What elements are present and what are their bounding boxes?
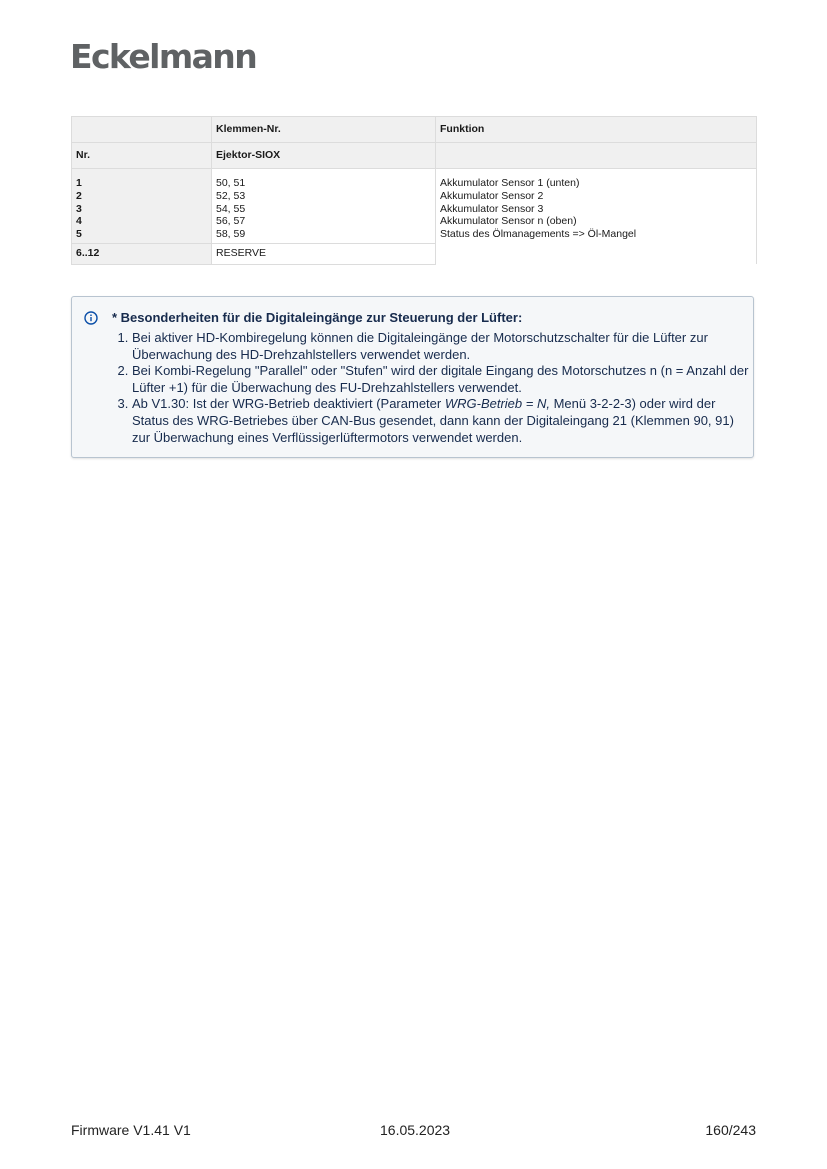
- footer-date: 16.05.2023: [380, 1122, 451, 1138]
- klemmen-value: 54, 55: [216, 202, 246, 215]
- parameter-name: WRG-Betrieb = N,: [444, 396, 550, 412]
- nr-value: 3: [76, 202, 82, 215]
- note-item: 1. Bei aktiver HD-Kombiregelung können die Digitaleingänge der Motorschutzschalter für die Lüfter zur Überwachung des HD-Drehzahlstellers verwendet werden.: [132, 330, 754, 363]
- info-note-panel: [71, 296, 754, 458]
- nr-value: 4: [76, 215, 82, 228]
- funktion-value: Akkumulator Sensor 3: [440, 202, 544, 215]
- header-cell: Nr.: [72, 143, 212, 169]
- funktion-cell: [436, 169, 757, 265]
- klemmen-value: 50, 51: [216, 177, 246, 189]
- footer-page-number: 160/243: [705, 1122, 756, 1138]
- klemmen-value: 52, 53: [216, 189, 246, 202]
- klemmen-cell: [212, 169, 436, 244]
- nr-value: 2: [76, 189, 82, 202]
- table-header-row: [72, 117, 757, 143]
- nr-cell: 6..12: [72, 243, 212, 264]
- header-cell: [436, 143, 757, 169]
- header-cell: [72, 117, 212, 143]
- klemmen-value: 56, 57: [216, 215, 246, 228]
- nr-value: 5: [76, 228, 82, 241]
- info-icon: [84, 311, 98, 325]
- table-subheader-row: [72, 143, 757, 169]
- note-item: 2. Bei Kombi-Regelung "Parallel" oder "Stufen" wird der digitale Eingang des Motorschutzes n (n = Anzahl der Lüfter +1) für die Überwachung des FU-Drehzahlstellers verwendet.: [132, 363, 754, 396]
- terminal-assignment-table: [71, 116, 757, 265]
- note-item-text: Ab V1.30: Ist der WRG-Betrieb deaktiviert (Parameter: [132, 396, 445, 412]
- note-item-text: Menü 3-2-2-3) oder wird der Status des WRG-Betriebes über CAN-Bus gesendet, dann kann der Digitaleingang 21 (Klemmen 90, 91) zur Überwachung eines Verflüssigerlüftermotors verwendet werden.: [132, 396, 734, 445]
- company-logo: Eckelmann: [70, 37, 257, 76]
- header-cell: Funktion: [436, 117, 757, 143]
- funktion-value: Akkumulator Sensor 2: [440, 189, 544, 202]
- funktion-value: Akkumulator Sensor n (oben): [440, 215, 577, 228]
- klemmen-value: 58, 59: [216, 228, 246, 241]
- funktion-value: Status des Ölmanagements => Öl-Mangel: [440, 228, 637, 241]
- header-cell: Klemmen-Nr.: [212, 117, 436, 143]
- funktion-value: Akkumulator Sensor 1 (unten): [440, 177, 580, 189]
- note-title: * Besonderheiten für die Digitaleingänge zur Steuerung der Lüfter:: [112, 310, 523, 325]
- note-item: [132, 396, 754, 446]
- table-row: [72, 169, 757, 244]
- note-list: [112, 330, 754, 446]
- nr-cell: [72, 169, 212, 244]
- header-cell: Ejektor-SIOX: [212, 143, 436, 169]
- footer-firmware-version: Firmware V1.41 V1: [71, 1122, 191, 1138]
- nr-value: 1: [76, 177, 82, 189]
- klemmen-cell: RESERVE: [212, 243, 436, 264]
